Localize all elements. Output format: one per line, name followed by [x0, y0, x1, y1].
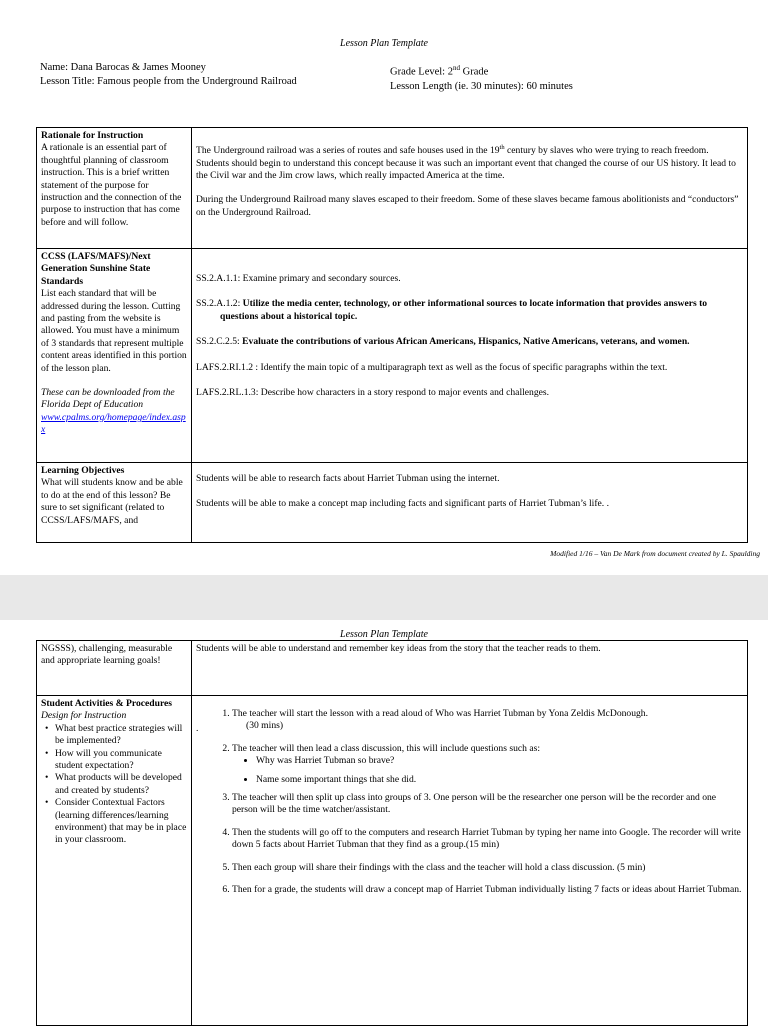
stray-dot: .: [196, 723, 199, 734]
discussion-question: • Why was Harriet Tubman so brave?: [256, 755, 743, 767]
teacher-names: Name: Dana Barocas & James Mooney: [40, 62, 206, 73]
procedure-steps: [196, 708, 743, 896]
step-1-time: (30 mins): [246, 720, 284, 732]
objectives-label-cell-cont: [37, 641, 192, 696]
standards-download-note: These can be downloaded from the Florida Dept of Education: [41, 387, 175, 411]
procedure-step: 6. Then for a grade, the students will draw a concept map of Harriet Tubman individually listing 7 facts or ideas about Harriet Tubman.: [232, 884, 743, 896]
procedure-step: 2. The teacher will then lead a class discussion, this will include questions such as: • Why was Harriet Tubman so brave? • Name some important things that she did.: [232, 743, 743, 786]
rationale-row: [37, 128, 748, 249]
lesson-length: Lesson Length (ie. 30 minutes): 60 minutes: [390, 80, 573, 92]
activities-heading: Student Activities & Procedures: [41, 698, 173, 709]
procedure-step: 1. The teacher will start the lesson with a read aloud of Who was Harriet Tubman by Yona Zeldis McDonough. (30 mins): [232, 708, 743, 733]
lesson-table-page1: [36, 127, 748, 543]
standards-row: [37, 249, 748, 463]
lesson-table-page2: [36, 640, 748, 1026]
guiding-question: • Consider Contextual Factors (learning differences/learning environment) that may be in place in your classroom.: [49, 797, 187, 847]
objectives-description-part1: What will students know and be able to do at the end of this lesson? Be sure to set significant (related to CCSS/LAFS/MAFS, and: [41, 477, 183, 526]
rationale-description: A rationale is an essential part of thoughtful planning of classroom instruction. This is a brief written statement of the purpose for instruction and the connection of the purpose to instruction that has come before and will follow.: [41, 142, 182, 228]
standard-4: LAFS.2.RI.1.2 : Identify the main topic of a multiparagraph text as well as the focus of specific paragraphs within the text.: [196, 361, 668, 373]
discussion-question: • Name some important things that she did.: [256, 774, 743, 786]
footer-note: Modified 1/16 – Van De Mark from document created by L. Spaulding: [550, 549, 760, 558]
rationale-heading: Rationale for Instruction: [41, 130, 144, 141]
rationale-label-cell: [37, 128, 192, 249]
lesson-title: Lesson Title: Famous people from the Underground Railroad: [40, 76, 297, 87]
objectives-label-cell: [37, 463, 192, 543]
page-title-2: Lesson Plan Template: [340, 629, 428, 640]
procedure-step: 3. The teacher will then split up class into groups of 3. One person will be the researcher one person will be the recorder and one person will be the time watcher/assistant.: [232, 792, 743, 817]
activities-content-cell: [192, 696, 748, 1026]
activities-guiding-questions: [41, 723, 187, 847]
standard-3: SS.2.C.2.5: Evaluate the contributions of various African Americans, Hispanics, Native Americans, veterans, and women.: [196, 336, 690, 348]
procedure-step: 4. Then the students will go off to the computers and research Harriet Tubman by typing her name into Google. The recorder will write down 5 facts about Harriet Tubman that they find as a group.(15 min): [232, 827, 743, 852]
standards-heading: CCSS (LAFS/MAFS)/Next Generation Sunshine State Standards: [41, 251, 151, 287]
objective-1: Students will be able to research facts about Harriet Tubman using the internet.: [196, 473, 500, 484]
grade-level: Grade Level: 2nd Grade: [390, 64, 489, 78]
activities-label-cell: [37, 696, 192, 1026]
rationale-content-cell: [192, 128, 748, 249]
objectives-row-page1: [37, 463, 748, 543]
standard-1: SS.2.A.1.1: Examine primary and secondary sources.: [196, 273, 401, 284]
guiding-question: • What products will be developed and created by students?: [49, 772, 187, 797]
objective-2: Students will be able to make a concept map including facts and significant parts of Harriet Tubman’s life. .: [196, 498, 609, 510]
cpalms-link[interactable]: www.cpalms.org/homepage/index.aspx: [41, 411, 186, 436]
objective-3: Students will be able to understand and remember key ideas from the story that the teacher reads to them.: [196, 643, 601, 654]
header-right: [390, 61, 573, 94]
activities-row: [37, 696, 748, 1026]
objectives-description-part2: NGSSS), challenging, measurable and appropriate learning goals!: [41, 643, 173, 667]
objectives-heading: Learning Objectives: [41, 465, 125, 476]
guiding-question: • How will you communicate student expectation?: [49, 748, 187, 773]
activities-subheading: Design for Instruction: [41, 710, 127, 722]
page-separator: [0, 575, 768, 620]
rationale-paragraph-1: The Underground railroad was a series of routes and safe houses used in the 19th century by slaves who were trying to reach freedom. Students should begin to understand this concept because it was such an important event that changed the course of our US history. It lead to the Civil war and the Jim crow laws, which really impacted America at the time.: [196, 144, 736, 181]
procedure-step: 5. Then each group will share their findings with the class and the teacher will hold a class discussion. (5 min): [232, 862, 743, 874]
standards-content-cell: [192, 249, 748, 463]
objectives-content-cell: [192, 463, 748, 543]
standards-description: List each standard that will be addressed during the lesson. Cutting and pasting from the website is allowed. You must have a minimum of 3 standards that represent multiple content areas identified in this portion of the lesson plan.: [41, 288, 187, 374]
rationale-paragraph-2: During the Underground Railroad many slaves escaped to their freedom. Some of these slaves became famous abolitionists and “conductors” on the Underground Railroad.: [196, 194, 739, 218]
standard-2: SS.2.A.1.2: Utilize the media center, technology, or other informational sources to locate information that provides answers to questions about a historical topic.: [196, 298, 708, 322]
standards-label-cell: [37, 249, 192, 463]
standard-5: LAFS.2.RL.1.3: Describe how characters in a story respond to major events and challenges.: [196, 387, 550, 399]
page-title: Lesson Plan Template: [340, 38, 428, 49]
objectives-content-cell-cont: [192, 641, 748, 696]
discussion-questions: [232, 755, 743, 786]
guiding-question: • What best practice strategies will be implemented?: [49, 723, 187, 748]
objectives-row-page2: [37, 641, 748, 696]
header-left: [40, 61, 297, 89]
